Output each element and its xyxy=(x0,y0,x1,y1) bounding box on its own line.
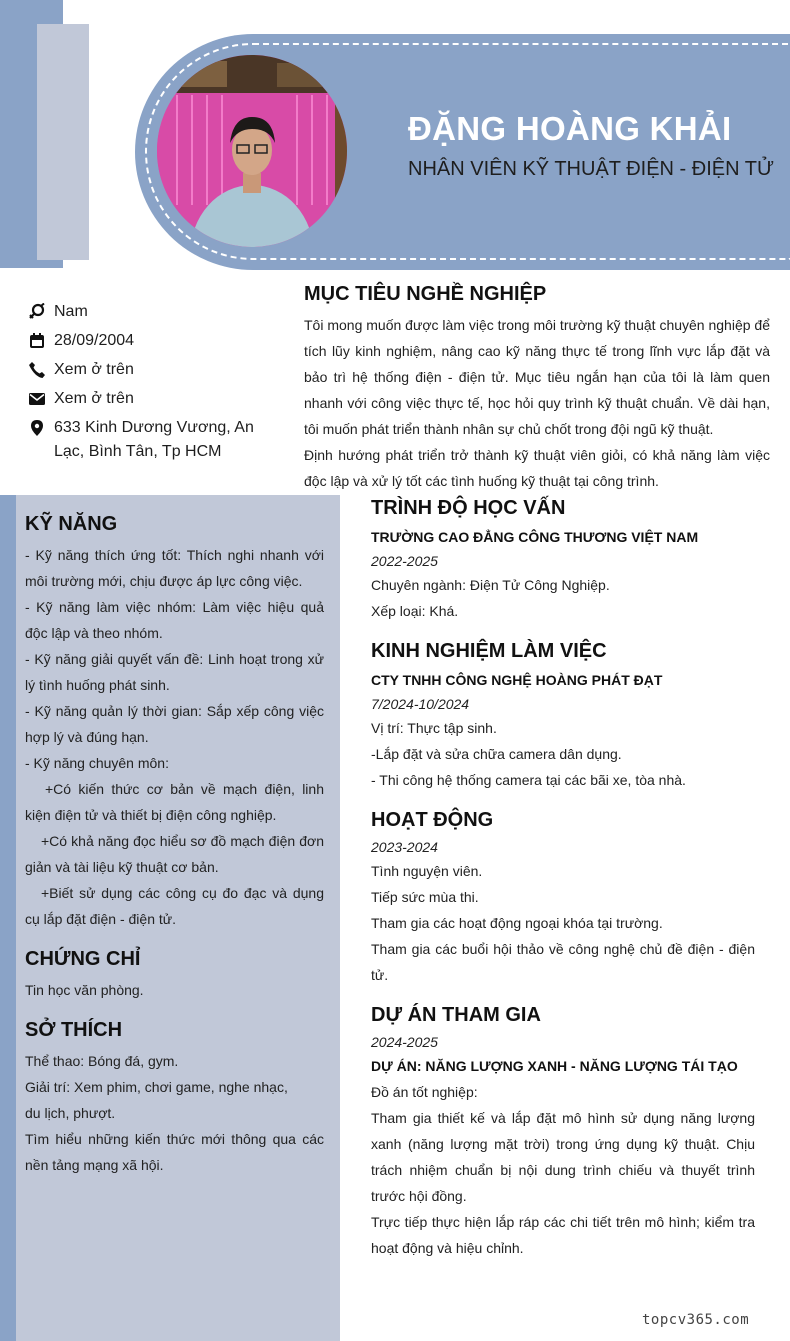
activity-line: Tiếp sức mùa thi. xyxy=(371,889,479,905)
skill-sub-item: +Có kiến thức cơ bản về mạch điện, linh kiện điện tử và thiết bị điện công nghiệp. xyxy=(25,781,324,823)
hobby-item: Giải trí: Xem phim, chơi game, nghe nhạc, xyxy=(25,1079,288,1095)
contact-email xyxy=(28,387,278,411)
activity-line: Tham gia các hoạt động ngoại khóa tại trường. xyxy=(371,915,663,931)
hobbies-title: SỞ THÍCH xyxy=(25,1019,123,1041)
education-line: Chuyên ngành: Điện Tử Công Nghiệp. xyxy=(371,577,610,593)
activities-period: 2023-2024 xyxy=(371,839,438,855)
skill-item: - Kỹ năng làm việc nhóm: Làm việc hiệu quả độc lập và theo nhóm. xyxy=(25,599,324,641)
project-line: Tham gia thiết kế và lắp đặt mô hình sử dụng năng lượng xanh (năng lượng mặt trời) trong ứng dụng kỹ thuật. Chịu trách nhiệm chuẩn bị nội dung trình chiếu và thuyết trình trước hội đồng. xyxy=(371,1110,755,1204)
email-icon xyxy=(28,390,46,408)
phone-icon xyxy=(28,361,46,379)
experience-period: 7/2024-10/2024 xyxy=(371,696,470,712)
project-line: Đồ án tốt nghiệp: xyxy=(371,1084,478,1100)
gender-icon xyxy=(28,303,46,321)
calendar-icon xyxy=(28,332,46,350)
skill-sub-item: +Biết sử dụng các công cụ đo đạc và dụng cụ lắp đặt điện - điện tử. xyxy=(25,885,324,927)
birthday-value: 28/09/2004 xyxy=(54,332,135,349)
address-value: 633 Kinh Dương Vương, An Lạc, Bình Tân, Tp HCM xyxy=(54,419,254,460)
experience-company: CTY TNHH CÔNG NGHỆ HOÀNG PHÁT ĐẠT xyxy=(371,672,663,688)
job-title: NHÂN VIÊN KỸ THUẬT ĐIỆN - ĐIỆN TỬ xyxy=(408,158,775,180)
skills-title: KỸ NĂNG xyxy=(25,513,118,535)
right-column-content xyxy=(371,495,755,1261)
experience-line: - Thi công hệ thống camera tại các bãi xe, tòa nhà. xyxy=(371,772,686,788)
activity-line: Tình nguyện viên. xyxy=(371,863,483,879)
career-objective-paragraph-2: Định hướng phát triển trở thành kỹ thuật viên giỏi, có khả năng làm việc độc lập và xử lý tốt các tình huống kỹ thuật tại công trình. xyxy=(304,447,770,489)
project-name: DỰ ÁN: NĂNG LƯỢNG XANH - NĂNG LƯỢNG TÁI TẠO xyxy=(371,1058,738,1074)
career-objective-paragraph-1: Tôi mong muốn được làm việc trong môi trường kỹ thuật chuyên nghiệp để tích lũy kinh nghiệm, nâng cao kỹ năng thực tế trong lĩnh vực lắp đặt và bảo trì hệ thống điện - điện tử. Mục tiêu ngắn hạn của tôi là làm quen nhanh với công việc thực tế, học hỏi quy trình kỹ thuật chuẩn. Về dài hạn, tôi muốn phát triển thành nhân sự chủ chốt trong đội ngũ kỹ thuật. xyxy=(304,317,770,437)
hobby-item: Thể thao: Bóng đá, gym. xyxy=(25,1053,179,1069)
career-objective-section xyxy=(304,283,770,494)
skill-item: - Kỹ năng giải quyết vấn đề: Linh hoạt trong xử lý tình huống phát sinh. xyxy=(25,651,324,693)
gender-value: Nam xyxy=(54,303,88,320)
contact-address xyxy=(28,416,278,464)
education-title: TRÌNH ĐỘ HỌC VẤN xyxy=(371,497,566,519)
hobby-item: du lịch, phượt. xyxy=(25,1105,116,1121)
left-column-content xyxy=(25,513,324,1178)
projects-title: DỰ ÁN THAM GIA xyxy=(371,1004,541,1026)
watermark-text: topcv365.com xyxy=(642,1312,750,1328)
header-left-card xyxy=(37,24,89,260)
phone-value: Xem ở trên xyxy=(54,361,134,378)
skill-item: - Kỹ năng quản lý thời gian: Sắp xếp công việc hợp lý và đúng hạn. xyxy=(25,703,324,745)
hobby-item: Tìm hiểu những kiến thức mới thông qua các nền tảng mạng xã hội. xyxy=(25,1131,324,1173)
skill-item: - Kỹ năng chuyên môn: xyxy=(25,755,169,771)
left-column-accent xyxy=(0,495,16,1341)
activity-line: Tham gia các buổi hội thảo về công nghệ chủ đề điện - điện tử. xyxy=(371,941,755,983)
education-line: Xếp loại: Khá. xyxy=(371,603,459,619)
career-objective-title: MỤC TIÊU NGHỀ NGHIỆP xyxy=(304,283,547,305)
skill-item: - Kỹ năng thích ứng tốt: Thích nghi nhanh với môi trường mới, chịu được áp lực công việc. xyxy=(25,547,324,589)
skill-sub-item: +Có khả năng đọc hiểu sơ đồ mạch điện đơn giản và tài liệu kỹ thuật cơ bản. xyxy=(25,833,324,875)
candidate-name: ĐẶNG HOÀNG KHẢI xyxy=(408,110,732,147)
contact-gender xyxy=(28,300,278,324)
location-pin-icon xyxy=(28,419,46,437)
contact-phone xyxy=(28,358,278,382)
email-value: Xem ở trên xyxy=(54,390,134,407)
experience-title: KINH NGHIỆM LÀM VIỆC xyxy=(371,640,607,662)
activities-title: HOẠT ĐỘNG xyxy=(371,809,494,831)
profile-photo xyxy=(157,55,347,247)
projects-period: 2024-2025 xyxy=(371,1034,438,1050)
contact-info xyxy=(28,300,278,469)
experience-line: -Lắp đặt và sửa chữa camera dân dụng. xyxy=(371,746,622,762)
certificates-title: CHỨNG CHỈ xyxy=(25,948,141,970)
contact-birthday xyxy=(28,329,278,353)
certificate-item: Tin học văn phòng. xyxy=(25,982,144,998)
project-line: Trực tiếp thực hiện lắp ráp các chi tiết trên mô hình; kiểm tra hoạt động và hiệu chỉnh. xyxy=(371,1214,755,1256)
experience-line: Vị trí: Thực tập sinh. xyxy=(371,720,497,736)
education-school: TRƯỜNG CAO ĐẲNG CÔNG THƯƠNG VIỆT NAM xyxy=(371,529,699,545)
education-period: 2022-2025 xyxy=(371,553,438,569)
